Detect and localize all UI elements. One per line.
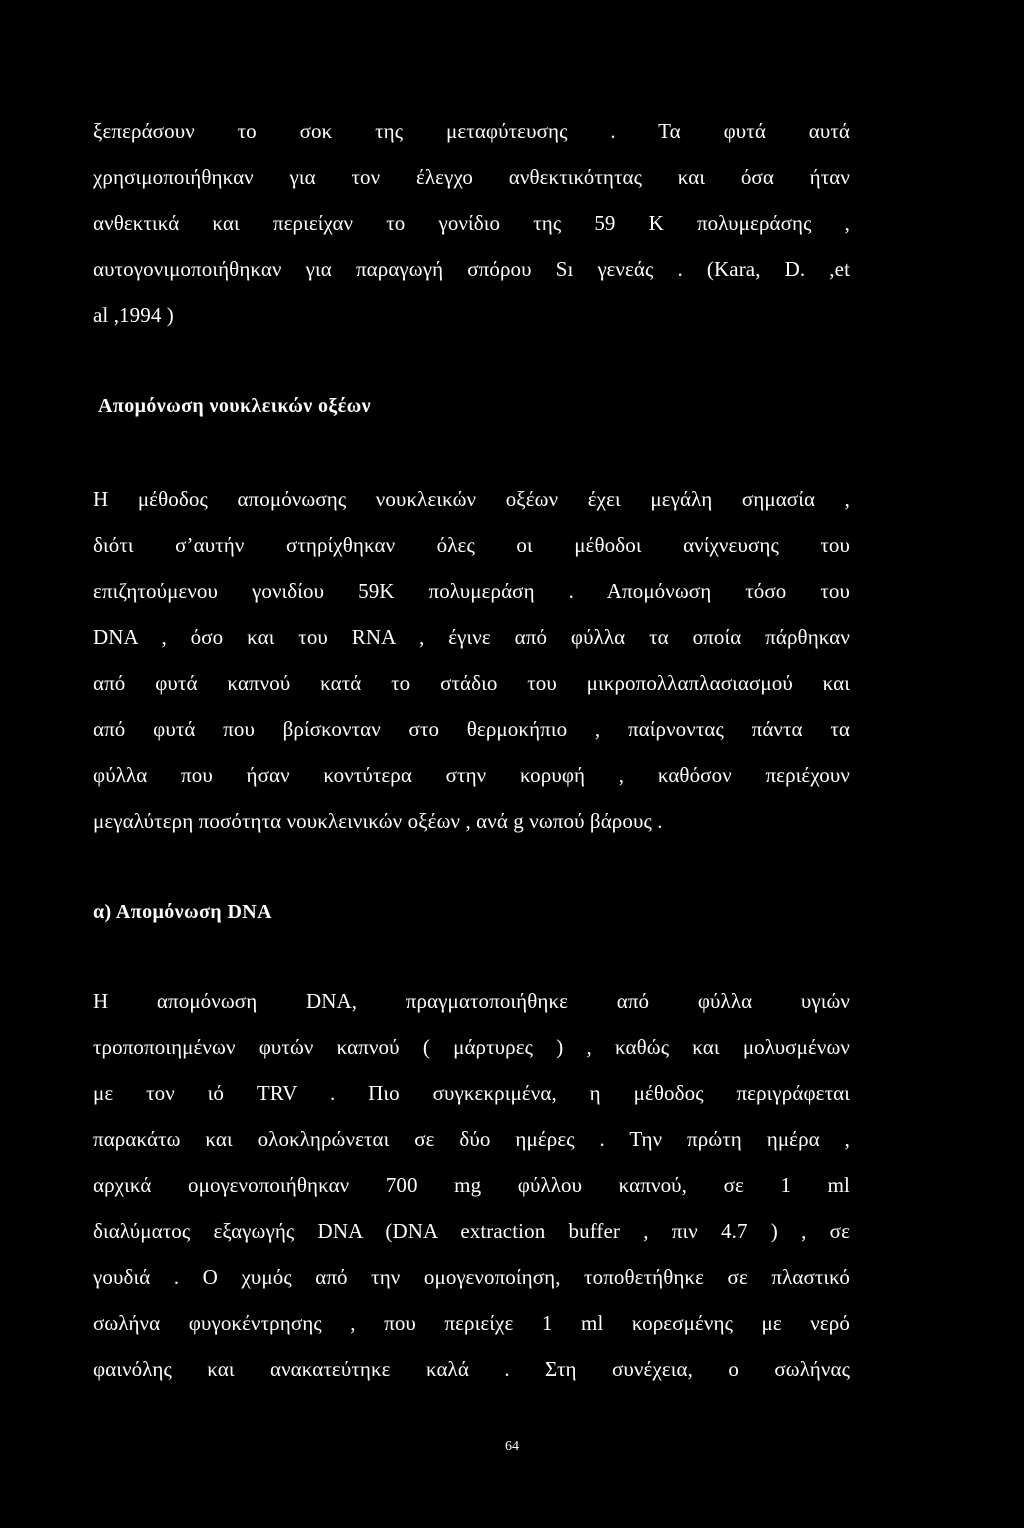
paragraph-2-line-6: από φυτά που βρίσκονταν στο θερμοκήπιο , παίρνοντας πάντα τα — [93, 717, 850, 741]
paragraph-2-line-2: διότι σ’αυτήν στηρίχθηκαν όλες οι μέθοδοι ανίχνευσης του — [93, 533, 850, 557]
paragraph-1-line-5: al ,1994 ) — [93, 303, 174, 327]
paragraph-1-line-2: χρησιμοποιήθηκαν για τον έλεγχο ανθεκτικότητας και όσα ήταν — [93, 165, 850, 189]
paragraph-3-line-2: τροποποιημένων φυτών καπνού ( μάρτυρες ) , καθώς και μολυσμένων — [93, 1035, 850, 1059]
paragraph-2-line-1: Η μέθοδος απομόνωσης νουκλεικών οξέων έχει μεγάλη σημασία , — [93, 487, 850, 511]
paragraph-2-line-7: φύλλα που ήσαν κοντύτερα στην κορυφή , καθόσον περιέχουν — [93, 763, 850, 787]
page-number: 64 — [505, 1439, 519, 1454]
paragraph-3-line-6: διαλύματος εξαγωγής DNA (DNA extraction buffer , πιν 4.7 ) , σε — [93, 1219, 850, 1243]
paragraph-1-line-1: ξεπεράσουν το σοκ της μεταφύτευσης . Τα φυτά αυτά — [93, 119, 850, 143]
paragraph-3-line-4: παρακάτω και ολοκληρώνεται σε δύο ημέρες . Την πρώτη ημέρα , — [93, 1127, 850, 1151]
paragraph-3-line-9: φαινόλης και ανακατεύτηκε καλά . Στη συνέχεια, ο σωλήνας — [93, 1357, 850, 1381]
paragraph-3-line-3: με τον ιό TRV . Πιο συγκεκριμένα, η μέθοδος περιγράφεται — [93, 1081, 850, 1105]
paragraph-2-line-4: DNA , όσο και του RNA , έγινε από φύλλα τα οποία πάρθηκαν — [93, 625, 850, 649]
paragraph-3-line-8: σωλήνα φυγοκέντρησης , που περιείχε 1 ml κορεσμένης με νερό — [93, 1311, 850, 1335]
paragraph-3-line-5: αρχικά ομογενοποιήθηκαν 700 mg φύλλου καπνού, σε 1 ml — [93, 1173, 850, 1197]
paragraph-3-line-1: Η απομόνωση DNA, πραγματοποιήθηκε από φύλλα υγιών — [93, 989, 850, 1013]
paragraph-1-line-3: ανθεκτικά και περιείχαν το γονίδιο της 59 Κ πολυμεράσης , — [93, 211, 850, 235]
paragraph-1-line-4: αυτογονιμοποιήθηκαν για παραγωγή σπόρου Sı γενεάς . (Kara, D. ,et — [93, 257, 850, 281]
section-heading-dna-isolation: α) Απομόνωση DNA — [93, 901, 272, 923]
section-heading-nucleic-acids: Απομόνωση νουκλεικών οξέων — [98, 395, 372, 417]
paragraph-2-line-8: μεγαλύτερη ποσότητα νουκλεινικών οξέων , ανά g νωπού βάρους . — [93, 809, 663, 833]
paragraph-3-line-7: γουδιά . Ο χυμός από την ομογενοποίηση, τοποθετήθηκε σε πλαστικό — [93, 1265, 850, 1289]
paragraph-2-line-5: από φυτά καπνού κατά το στάδιο του μικροπολλαπλασιασμού και — [93, 671, 850, 695]
paragraph-2-line-3: επιζητούμενου γονιδίου 59K πολυμεράση . Απομόνωση τόσο του — [93, 579, 850, 603]
